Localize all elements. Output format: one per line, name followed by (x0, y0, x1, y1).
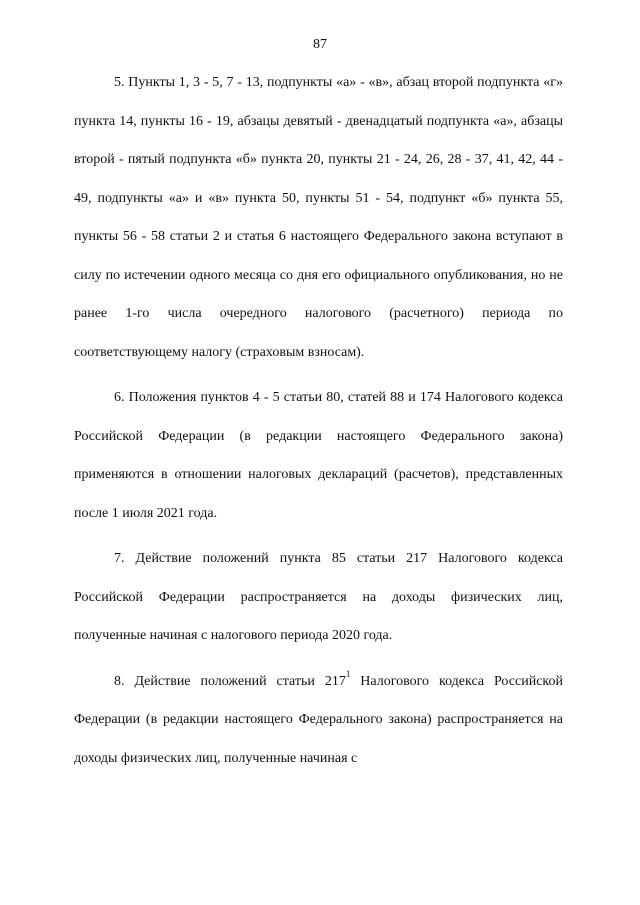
paragraph-7: 7. Действие положений пункта 85 статьи 217 Налогового кодекса Российской Федерации распространяется на доходы физических лиц, полученные начиная с налогового периода 2020 года. (74, 551, 563, 643)
page-number: 87 (313, 37, 327, 52)
paragraph-8 (74, 663, 563, 779)
document-body (74, 64, 563, 778)
paragraph-8-start: 8. Действие положений статьи 217 (114, 673, 346, 689)
paragraph-6: 6. Положения пунктов 4 - 5 статьи 80, статей 88 и 174 Налогового кодекса Российской Федерации (в редакции настоящего Федерального закона) применяются в отношении налоговых деклараций (расчетов), представленных после 1 июля 2021 года. (74, 390, 563, 521)
paragraph-5: 5. Пункты 1, 3 - 5, 7 - 13, подпункты «а» - «в», абзац второй подпункта «г» пункта 14, пункты 16 - 19, абзацы девятый - двенадцатый подпункта «а», абзацы второй - пятый подпункта «б» пункта 20, пункты 21 - 24, 26, 28 - 37, 41, 42, 44 - 49, подпункты «а» и «в» пункта 50, пункты 51 - 54, подпункт «б» пункта 55, пункты 56 - 58 статьи 2 и статья 6 настоящего Федерального закона вступают в силу по истечении одного месяца со дня его официального опубликования, но не ранее 1-го числа очередного налогового (расчетного) периода по соответствующему налогу (страховым взносам). (74, 75, 563, 360)
paragraph-8-end: Налогового кодекса Российской Федерации (в редакции настоящего Федерального закона) распространяется на доходы физических лиц, полученные начиная с (74, 673, 563, 766)
paragraph-8-superscript: 1 (345, 668, 351, 679)
